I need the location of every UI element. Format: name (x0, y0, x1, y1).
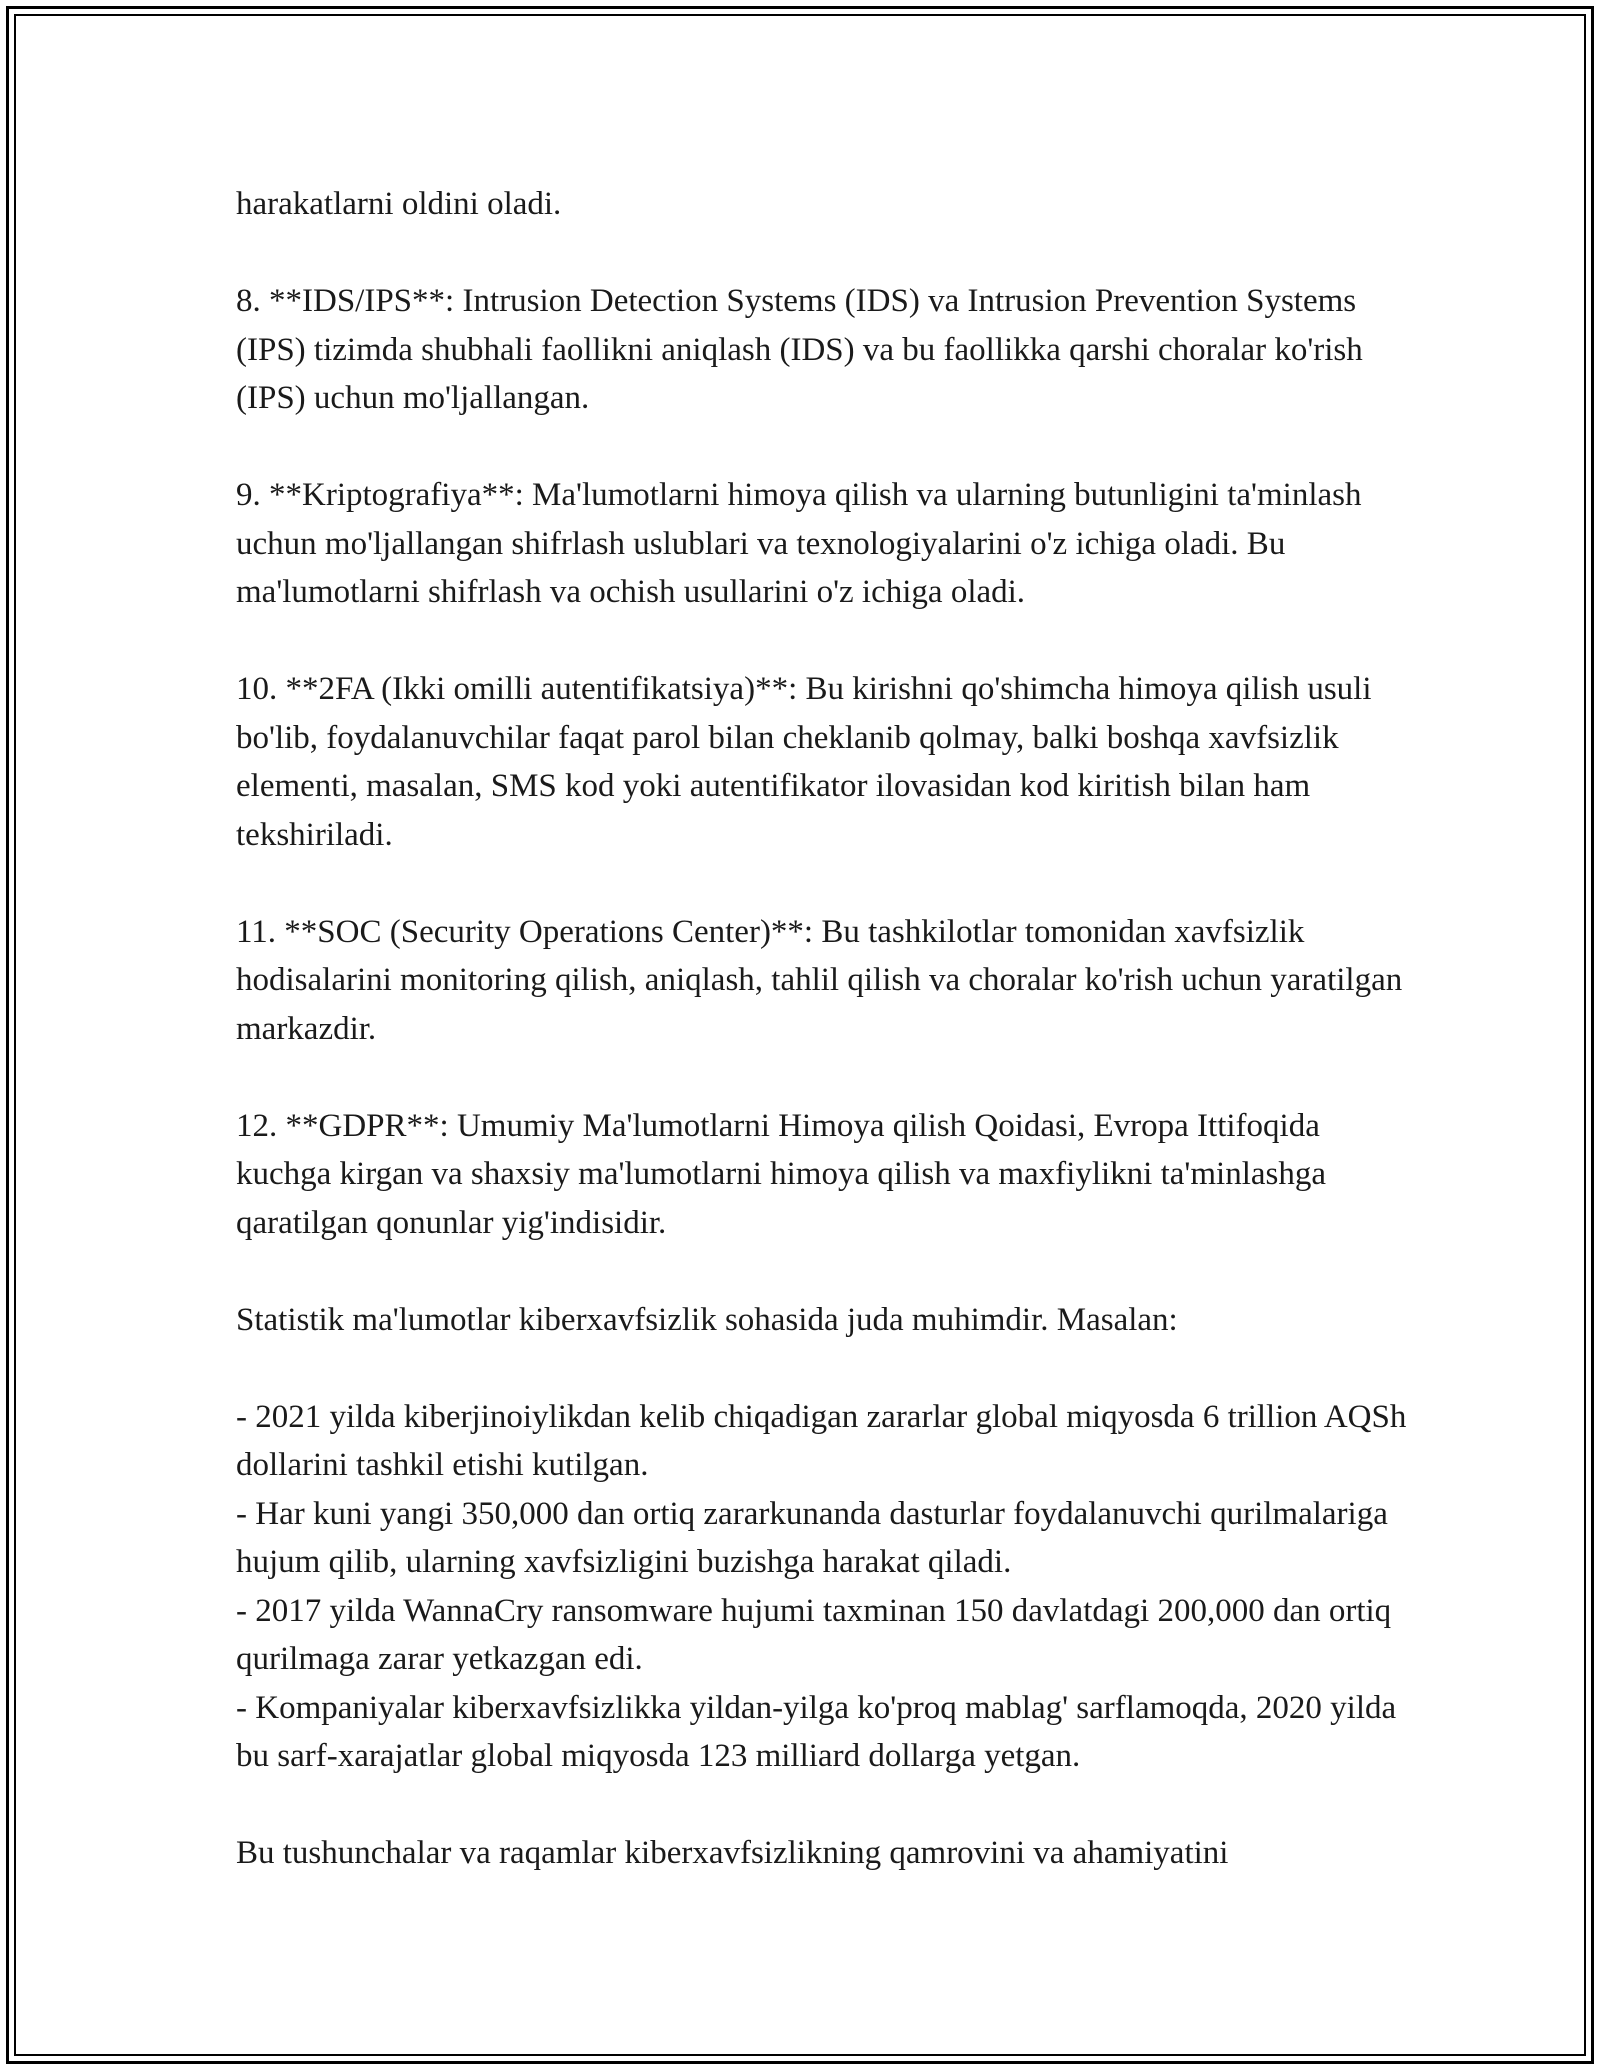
stats-list-item: - 2017 yilda WannaCry ransomware hujumi taxminan 150 davlatdagi 200,000 dan ortiq qurilmaga zarar yetkazgan edi. (236, 1592, 1392, 1677)
stats-list-item: - 2021 yilda kiberjinoiylikdan kelib chiqadigan zararlar global miqyosda 6 trillion AQSh dollarini tashkil etishi kutilgan. (236, 1398, 1407, 1483)
closing-paragraph: Bu tushunchalar va raqamlar kiberxavfsizlikning qamrovini va ahamiyatini (236, 1835, 1229, 1871)
stats-intro-paragraph: Statistik ma'lumotlar kiberxavfsizlik sohasida juda muhimdir. Masalan: (236, 1301, 1178, 1338)
term-item-kriptografiya: 9. **Kriptografiya**: Ma'lumotlarni himoya qilish va ularning butunligini ta'minlash uchun mo'ljallangan shifrlash uslublari va texnologiyalarini o'z ichiga oladi. Bu ma'lumotlarni shifrlash va ochish usullarini o'z ichiga oladi. (236, 477, 1362, 610)
term-item-2fa: 10. **2FA (Ikki omilli autentifikatsiya)**: Bu kirishni qo'shimcha himoya qilish usuli bo'lib, foydalanuvchilar faqat parol bilan cheklanib qolmay, balki boshqa xavfsizlik elementi, masalan, SMS kod yoki autentifikator ilovasidan kod kiritish bilan ham tekshiriladi. (236, 671, 1372, 853)
term-item-soc: 11. **SOC (Security Operations Center)**: Bu tashkilotlar tomonidan xavfsizlik hodisalarini monitoring qilish, aniqlash, tahlil qilish va choralar ko'rish uchun yaratilgan markazdir. (236, 913, 1403, 1047)
document-body (236, 180, 1416, 1878)
term-item-ids-ips: 8. **IDS/IPS**: Intrusion Detection Systems (IDS) va Intrusion Prevention Systems (IPS) tizimda shubhali faollikni aniqlash (IDS) va bu faollikka qarshi choralar ko'rish (IPS) uchun mo'ljallangan. (236, 283, 1363, 416)
stats-list (236, 1393, 1416, 1781)
continuation-paragraph: harakatlarni oldini oladi. (236, 186, 562, 222)
stats-list-item: - Har kuni yangi 350,000 dan ortiq zararkunanda dasturlar foydalanuvchi qurilmalariga hujum qilib, ularning xavfsizligini buzishga harakat qiladi. (236, 1495, 1388, 1580)
term-item-gdpr: 12. **GDPR**: Umumiy Ma'lumotlarni Himoya qilish Qoidasi, Evropa Ittifoqida kuchga kirgan va shaxsiy ma'lumotlarni himoya qilish va maxfiylikni ta'minlashga qaratilgan qonunlar yig'indisidir. (236, 1107, 1326, 1241)
stats-list-item: - Kompaniyalar kiberxavfsizlikka yildan-yilga ko'proq mablag' sarflamoqda, 2020 yilda bu sarf-xarajatlar global miqyosda 123 milliard dollarga yetgan. (236, 1689, 1397, 1774)
